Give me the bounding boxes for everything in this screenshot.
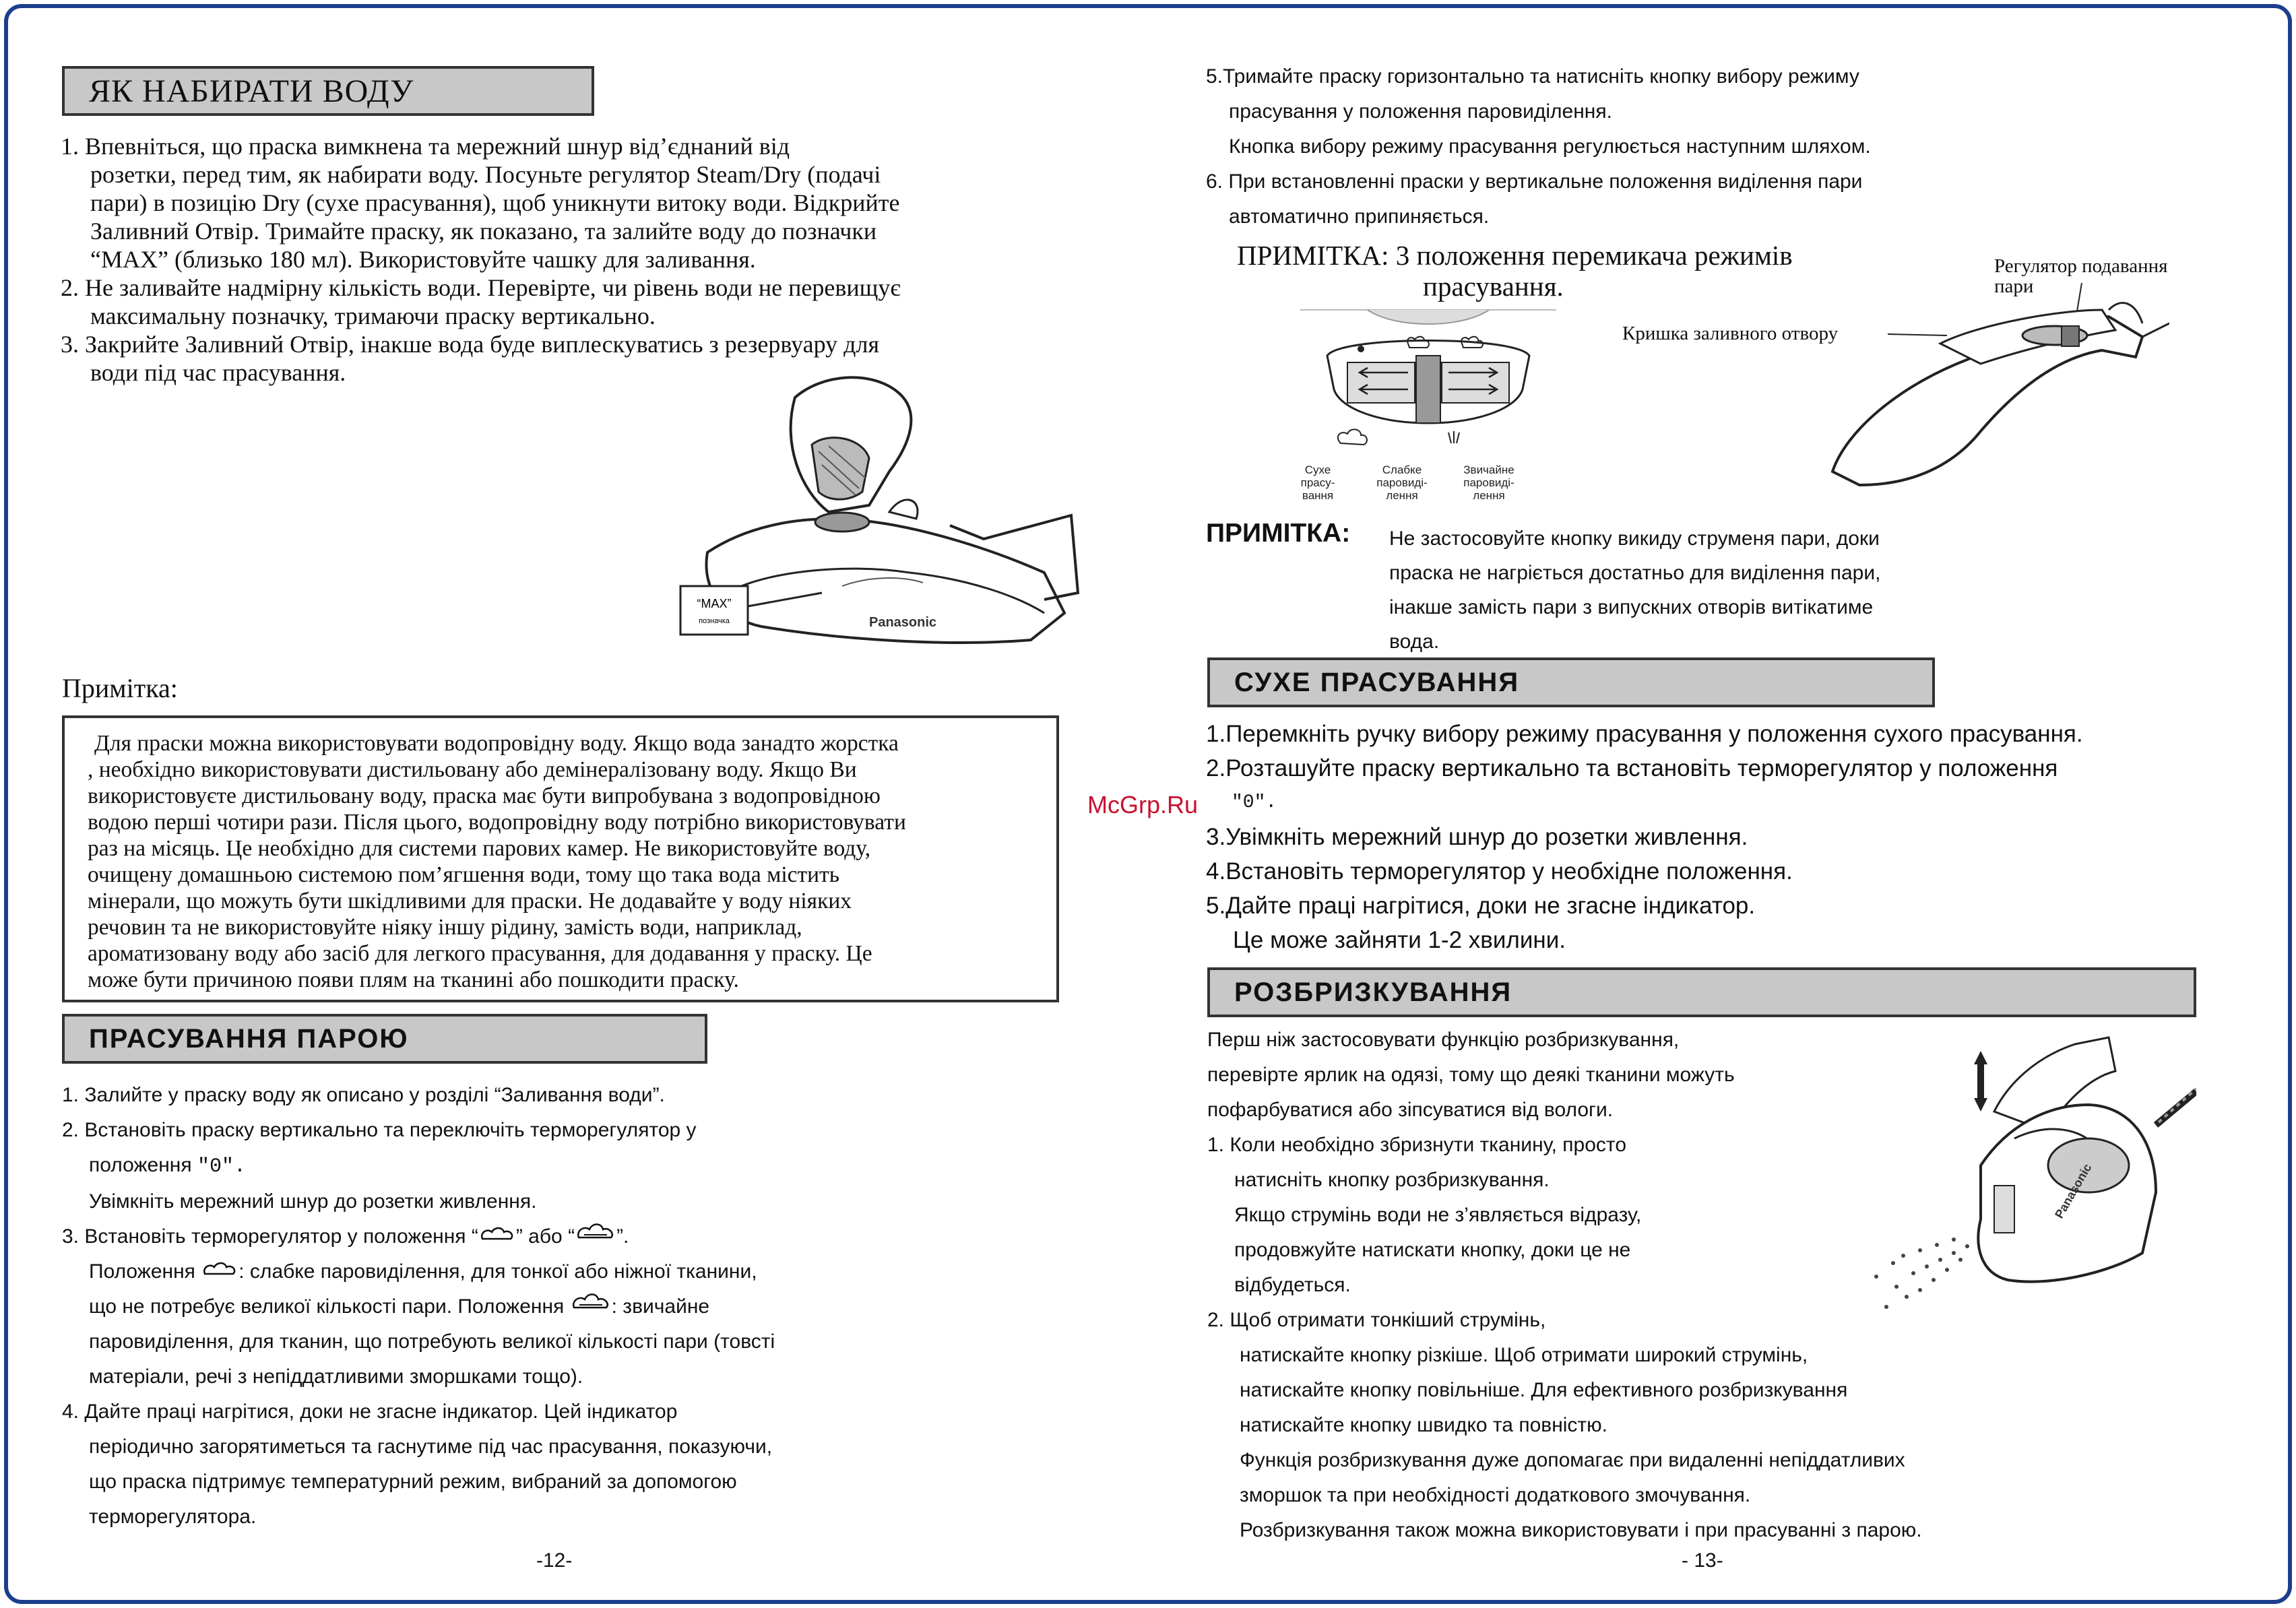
steam-line: періодично загорятиметься та гаснутиме під час прасування, показуючи, [89,1436,773,1458]
spray-line: Перш ніж застосовувати функцію розбризкування, [1207,1029,1680,1051]
steam-line: 2. Встановіть праску вертикально та переключіть терморегулятор у [62,1119,697,1141]
steam-line: 4. Дайте праці нагрітися, доки не згасне індикатор. Цей індикатор [62,1401,678,1423]
dry-steps [1206,717,2257,957]
note-line: раз на місяць. Це необхідно для системи парових камер. Не використовуйте воду, [88,836,871,861]
top-line: прасування у положення паровиділення. [1229,100,1612,123]
spray-line: Функція розбризкування дуже допомагає при видаленні непіддатливих [1240,1449,1905,1471]
water-line: 1. Впевніться, що праска вимкнена та мережний шнур від’єднаний від [61,133,790,160]
dry-line: 5.Дайте праці нагрітися, доки не згасне індикатор. [1206,893,1756,919]
warning-line: Не застосовуйте кнопку викиду струменя пари, доки [1389,527,1880,550]
spray-header [1207,967,2196,1017]
spray-line: Якщо струмінь води не з’являється відразу, [1234,1204,1642,1226]
dry-header [1207,657,1935,707]
low-steam-icon [201,1260,238,1278]
steam-line: терморегулятора. [89,1506,257,1528]
dry-header-text: СУХЕ ПРАСУВАННЯ [1234,667,1520,697]
page-number-left: -12- [536,1549,573,1572]
warning-line: праска не нагріється достатньо для виділення пари, [1389,562,1881,584]
water-steps [61,132,1085,387]
dry-line: Це може зайняти 1-2 хвилини. [1233,927,1566,953]
mode-caption-low-steam: Слабке паровиді- лення [1376,463,1428,502]
steam-line: 3. Встановіть терморегулятор у положення “ ” або “ ”. [62,1219,1073,1254]
spray-line: натискайте кнопку швидко та повністю. [1240,1414,1608,1436]
steam-line: Положення : слабке паровиділення, для тонкої або ніжної тканини, [89,1260,757,1283]
water-line: води під час прасування. [90,359,346,386]
modes-note [1237,240,1793,302]
steam-header [62,1014,707,1064]
note-line: ароматизовану воду або засіб для легкого прасування, для додавання у праску. Це [88,941,872,966]
steam-line: що не потребує великої кількості пари. Положення : звичайне [62,1289,1073,1324]
zero-position: "0". [1232,792,1277,813]
top-line: Кнопка вибору режиму прасування регулюється наступним шляхом. [1229,135,1871,158]
steam-header-text: ПРАСУВАННЯ ПАРОЮ [89,1023,409,1054]
steam-line: 1. Залийте у праску воду як описано у розділі “Заливання води”. [62,1084,665,1106]
low-steam-icon [478,1225,516,1243]
water-header [62,66,594,116]
spray-line: натискайте кнопку різкіше. Щоб отримати широкий струмінь, [1240,1344,1808,1366]
steam-warning-lines [1389,521,2198,659]
zero-position: "0". [197,1155,246,1178]
note-line: очищену домашньою системою пом’ягшення води, тому що така вода містить [88,862,840,887]
spray-line: перевірте ярлик на одязі, тому що деякі тканини можуть [1207,1064,1735,1086]
note-line: може бути причиною появи плям на тканині або пошкодити праску. [88,967,739,992]
max-label: “MAX” [697,597,732,610]
brand-logo: Panasonic [869,615,937,630]
top-line: 5.Тримайте праску горизонтально та натисніть кнопку вибору режиму [1206,65,1859,88]
mode-selector-diagram [1300,309,1556,463]
spray-line: продовжуйте натискати кнопку, доки це не [1234,1239,1631,1261]
filling-water-illustration [667,371,1085,653]
steam-line: Увімкніть мережний шнур до розетки живлення. [89,1190,537,1213]
steam-warning-title: ПРИМІТКА: [1206,519,1351,548]
modes-note-line: ПРИМІТКА: 3 положення перемикача режимів [1237,240,1793,271]
note-title: Примітка: [62,673,178,703]
water-line: 2. Не заливайте надмірну кількість води. Перевірте, чи рівень води не перевищує [61,274,901,301]
steam-steps [62,1078,1073,1535]
max-sublabel: позначка [699,617,730,625]
spray-line: зморшок та при необхідності додаткового змочування. [1240,1484,1751,1506]
spray-line: 1. Коли необхідно збризнути тканину, просто [1207,1134,1627,1156]
spray-illustration [1792,1031,2196,1341]
water-line: “MAX” (близько 180 мл). Використовуйте чашку для заливання. [90,246,756,273]
top-line: автоматично припиняється. [1229,205,1490,228]
modes-note-line: прасування. [1423,271,1564,302]
water-header-text: ЯК НАБИРАТИ ВОДУ [89,73,414,109]
dry-line: 4.Встановіть терморегулятор у необхідне положення. [1206,858,1793,885]
water-line: розетки, перед тим, як набирати воду. Посуньте регулятор Steam/Dry (подачі [90,161,881,188]
steam-line: що праска підтримує температурний режим, вибраний за допомогою [89,1471,737,1493]
note-line: Для праски можна використовувати водопровідну воду. Якщо вода занадто жорстка [94,731,899,756]
spray-line: 2. Щоб отримати тонкіший струмінь, [1207,1309,1546,1331]
label-fill-cover: Кришка заливного отвору [1622,323,1839,344]
top-line: 6. При встановленні праски у вертикальне положення виділення пари [1206,170,1863,193]
dry-line: 3.Увімкніть мережний шнур до розетки живлення. [1206,824,1748,850]
steps-top [1206,59,2243,234]
spray-line: натискайте кнопку повільніше. Для ефективного розбризкування [1240,1379,1848,1401]
normal-steam-icon [575,1223,616,1243]
steam-line: паровиділення, для тканин, що потребують великої кількості пари (товсті [89,1330,775,1353]
spray-header-text: РОЗБРИЗКУВАННЯ [1234,977,1512,1007]
warning-line: вода. [1389,631,1440,653]
water-line: Заливний Отвір. Тримайте праску, як показано, та залийте воду до позначки [90,218,877,245]
spray-line: відбудеться. [1234,1274,1351,1296]
note-line: речовин та не використовуйте ніяку іншу рідину, замість води, наприклад, [88,915,802,940]
warning-line: інакше замість пари з випускних отворів витікатиме [1389,596,1874,618]
steam-line: положення "0". [89,1154,246,1178]
note-box [62,715,1059,1002]
note-line: , необхідно використовувати дистильовану або демінералізовану воду. Якщо Ви [88,757,857,782]
water-line: пари) в позицію Dry (сухе прасування), щоб уникнути витоку води. Відкрийте [90,189,900,216]
note-line: водою перші чотири рази. Після цього, водопровідну воду потрібно використовувати [88,810,906,835]
label-steam-regulator: Регулятор подавання пари [1994,255,2168,297]
water-line: максимальну позначку, тримаючи праску вертикально. [90,302,656,329]
spray-line: Розбризкування також можна використовувати і при прасуванні з парою. [1240,1519,1922,1541]
spray-line: пофарбуватися або зіпсуватися від вологи. [1207,1099,1614,1121]
note-line: використовуєте дистильовану воду, праска має бути випробувана з водопровідною [88,783,881,808]
spray-line: натисніть кнопку розбризкування. [1234,1169,1550,1191]
watermark: McGrp.Ru [1087,791,1199,818]
iron-top-illustration [1819,283,2169,499]
page-number-right: - 13- [1682,1549,1723,1572]
normal-steam-icon [570,1293,612,1313]
mode-caption-normal-steam: Звичайне паровиді- лення [1463,463,1514,502]
spray-brand-logo: Panasonic [2052,1161,2095,1221]
water-line: 3. Закрийте Заливний Отвір, інакше вода буде виплескуватись з резервуару для [61,331,880,358]
dry-line: 2.Розташуйте праску вертикально та встановіть терморегулятор у положення [1206,755,2058,781]
note-line: мінерали, що можуть бути шкідливими для праски. Не додавайте у воду ніяких [88,889,852,913]
steam-line: матеріали, речі з непіддатливими зморшками тощо). [89,1365,583,1388]
dry-line: 1.Перемкніть ручку вибору режиму прасування у положення сухого прасування. [1206,721,2083,747]
mode-caption-dry: Сухе прасу- вання [1300,463,1335,502]
